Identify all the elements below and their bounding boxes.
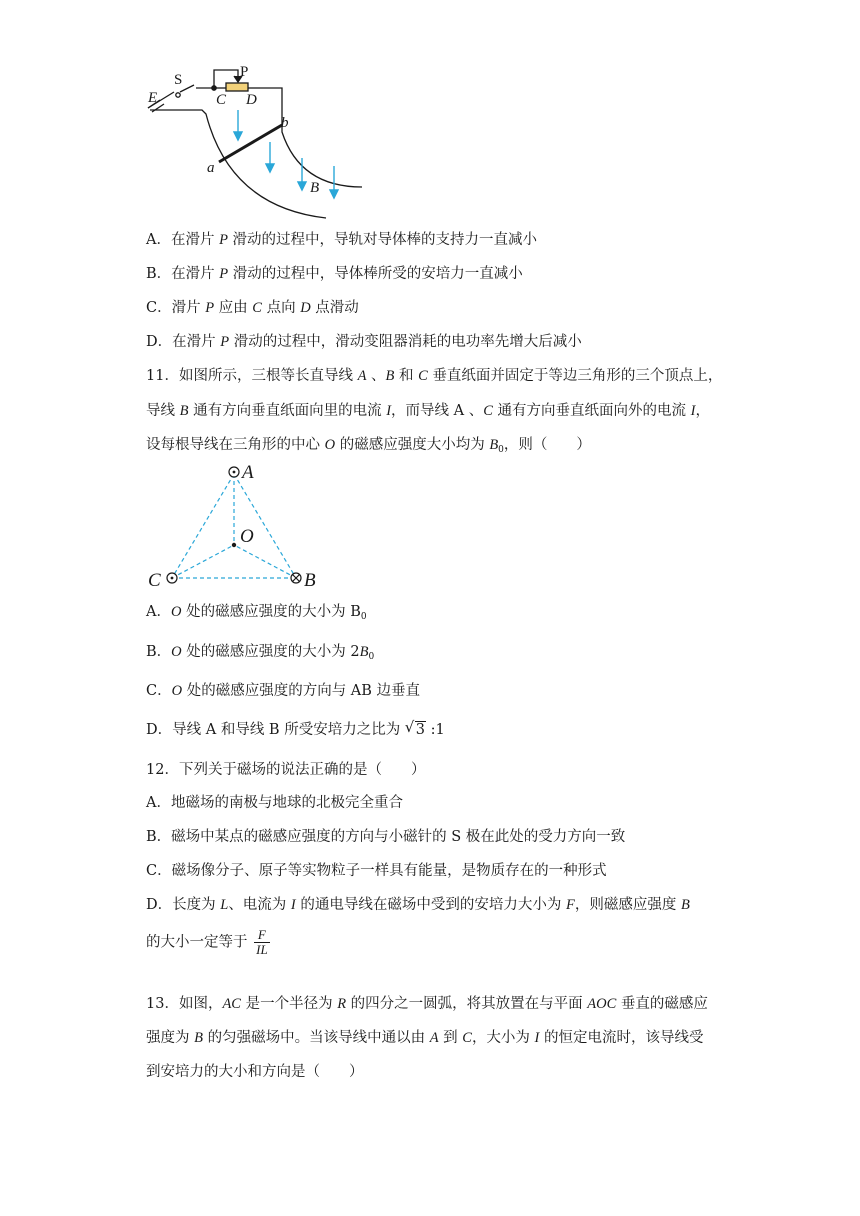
q13-stem-line1: 13．如图，AC 是一个半径为 R 的四分之一圆弧，将其放置在与平面 AOC 垂直的磁感应 xyxy=(146,996,708,1012)
q11-stem-line3: 设每根导线在三角形的中心 O 的磁感应强度大小均为 $B_0$，则（ ） xyxy=(146,437,591,455)
q10-option-b: B．在滑片 P 滑动的过程中，导体棒所受的安培力一直减小 xyxy=(146,266,523,282)
fraction-f-over-il: $\frac{F}{IL}$ xyxy=(256,927,268,957)
label-A: A xyxy=(242,462,254,483)
label-S: S xyxy=(174,72,183,88)
sqrt-3: √ 3 xyxy=(404,718,426,738)
q12-option-c: C．磁场像分子、原子等实物粒子一样具有能量，是物质存在的一种形式 xyxy=(146,863,607,879)
q11-option-a: A．O 处的磁感应强度的大小为 $B_0$ xyxy=(146,604,367,622)
label-a: a xyxy=(207,160,215,176)
q10-option-d: D．在滑片 P 滑动的过程中，滑动变阻器消耗的电功率先增大后减小 xyxy=(146,334,582,350)
q13-stem-line2: 强度为 B 的匀强磁场中。当该导线中通以由 A 到 C，大小为 I 的恒定电流时，该导线受 xyxy=(146,1030,704,1046)
q10-circuit-figure xyxy=(140,62,370,222)
q10-option-c: C．滑片 P 应由 C 点向 D 点滑动 xyxy=(146,300,359,316)
label-C: C xyxy=(148,570,161,591)
q12-stem: 12．下列关于磁场的说法正确的是（ ） xyxy=(146,762,426,778)
label-D: D xyxy=(246,92,257,108)
label-B: B xyxy=(304,570,316,591)
q12-option-b: B．磁场中某点的磁感应强度的方向与小磁针的 S 极在此处的受力方向一致 xyxy=(146,829,626,845)
q11-stem-line1: 11．如图所示，三根等长直导线 A 、B 和 C 垂直纸面并固定于等边三角形的三个顶点上， xyxy=(146,368,723,384)
label-C: C xyxy=(216,92,227,108)
q10-option-a: A．在滑片 P 滑动的过程中，导轨对导体棒的支持力一直减小 xyxy=(146,232,538,248)
q12-option-d-line1: D．长度为 L、电流为 I 的通电导线在磁场中受到的安培力大小为 F，则磁感应强度 B xyxy=(146,897,690,913)
q12-option-d-line2: 的大小一定等于 $\frac{F}{IL}$ xyxy=(146,927,268,957)
q11-triangle-figure xyxy=(144,462,324,592)
label-O: O xyxy=(240,526,254,547)
q11-option-d: D．导线 A 和导线 B 所受安培力之比为 √ 3 :1 xyxy=(146,718,445,738)
q11-option-b: B．O 处的磁感应强度的大小为 $2B_0$ xyxy=(146,644,375,662)
q11-stem-line2: 导线 B 通有方向垂直纸面向里的电流 I，而导线 A 、C 通有方向垂直纸面向外的电流 I， xyxy=(146,403,710,419)
label-B-field: B xyxy=(310,180,320,196)
label-E: E xyxy=(148,90,158,106)
q12-option-a: A．地磁场的南极与地球的北极完全重合 xyxy=(146,795,403,811)
label-b: b xyxy=(281,115,289,131)
label-P: P xyxy=(240,64,249,80)
q13-stem-line3: 到安培力的大小和方向是（ ） xyxy=(146,1064,364,1080)
q11-option-c: C．O 处的磁感应强度的方向与 AB 边垂直 xyxy=(146,683,421,699)
